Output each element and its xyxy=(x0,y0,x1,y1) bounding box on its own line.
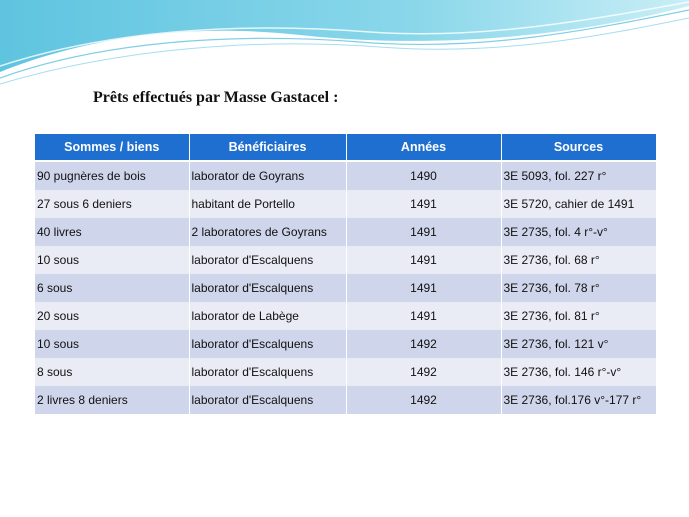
cell-somme: 10 sous xyxy=(35,246,189,274)
cell-beneficiaire: laborator de Goyrans xyxy=(189,161,346,190)
cell-somme: 90 pugnères de bois xyxy=(35,161,189,190)
cell-source: 3E 2736, fol. 68 r° xyxy=(501,246,656,274)
cell-annee: 1491 xyxy=(346,218,501,246)
column-header-sources: Sources xyxy=(501,134,656,161)
cell-beneficiaire: laborator d'Escalquens xyxy=(189,358,346,386)
cell-beneficiaire: laborator d'Escalquens xyxy=(189,330,346,358)
cell-beneficiaire: laborator d'Escalquens xyxy=(189,274,346,302)
cell-annee: 1492 xyxy=(346,358,501,386)
cell-annee: 1491 xyxy=(346,246,501,274)
table-row xyxy=(35,246,656,274)
cell-beneficiaire: habitant de Portello xyxy=(189,190,346,218)
cell-beneficiaire: laborator de Labège xyxy=(189,302,346,330)
table-row xyxy=(35,190,656,218)
cell-somme: 6 sous xyxy=(35,274,189,302)
table-header-row xyxy=(35,134,656,161)
table-row xyxy=(35,218,656,246)
header-wave-decoration xyxy=(0,0,689,90)
table-row xyxy=(35,358,656,386)
cell-somme: 27 sous 6 deniers xyxy=(35,190,189,218)
cell-source: 3E 2736, fol. 146 r°-v° xyxy=(501,358,656,386)
cell-annee: 1491 xyxy=(346,302,501,330)
table-row xyxy=(35,302,656,330)
cell-annee: 1491 xyxy=(346,190,501,218)
table-row xyxy=(35,330,656,358)
cell-source: 3E 5720, cahier de 1491 xyxy=(501,190,656,218)
cell-source: 3E 2736, fol.176 v°-177 r° xyxy=(501,386,656,414)
loans-table xyxy=(35,134,657,414)
cell-source: 3E 2736, fol. 81 r° xyxy=(501,302,656,330)
cell-beneficiaire: 2 laboratores de Goyrans xyxy=(189,218,346,246)
cell-annee: 1492 xyxy=(346,330,501,358)
cell-somme: 8 sous xyxy=(35,358,189,386)
cell-annee: 1491 xyxy=(346,274,501,302)
cell-somme: 2 livres 8 deniers xyxy=(35,386,189,414)
table-row xyxy=(35,161,656,190)
column-header-beneficiaires: Bénéficiaires xyxy=(189,134,346,161)
cell-somme: 10 sous xyxy=(35,330,189,358)
cell-source: 3E 2736, fol. 78 r° xyxy=(501,274,656,302)
column-header-annees: Années xyxy=(346,134,501,161)
table-row xyxy=(35,386,656,414)
cell-somme: 40 livres xyxy=(35,218,189,246)
cell-source: 3E 2735, fol. 4 r°-v° xyxy=(501,218,656,246)
cell-source: 3E 2736, fol. 121 v° xyxy=(501,330,656,358)
cell-source: 3E 5093, fol. 227 r° xyxy=(501,161,656,190)
table-row xyxy=(35,274,656,302)
cell-somme: 20 sous xyxy=(35,302,189,330)
column-header-sommes: Sommes / biens xyxy=(35,134,189,161)
cell-beneficiaire: laborator d'Escalquens xyxy=(189,386,346,414)
cell-annee: 1492 xyxy=(346,386,501,414)
cell-annee: 1490 xyxy=(346,161,501,190)
cell-beneficiaire: laborator d'Escalquens xyxy=(189,246,346,274)
slide-title: Prêts effectués par Masse Gastacel : xyxy=(93,89,339,106)
